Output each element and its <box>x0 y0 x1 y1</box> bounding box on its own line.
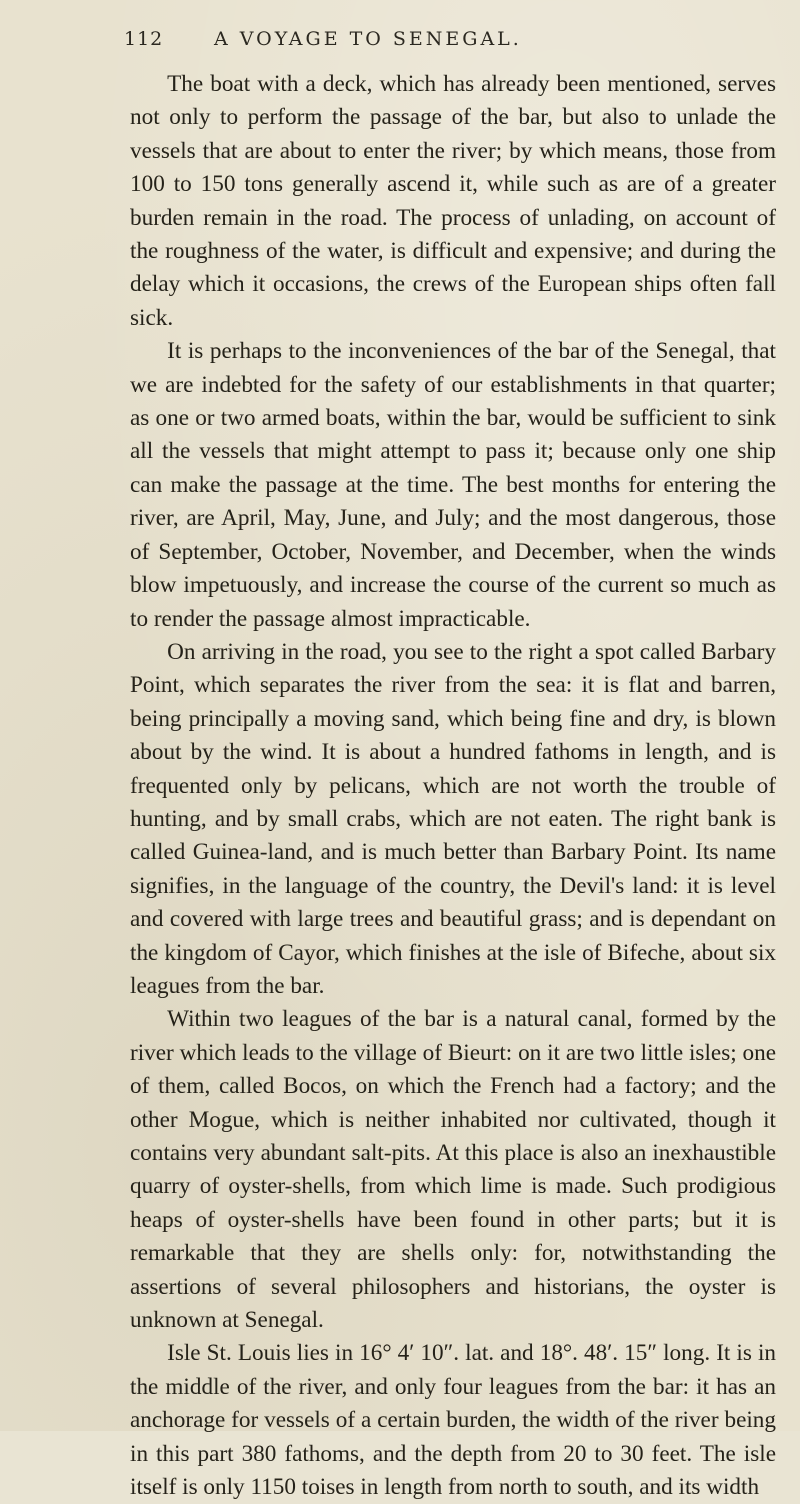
paragraph-barbary-point: On arriving in the road, you see to the right a spot called Barbary Point, which separates the river from the sea: it is flat and barren, being principally a moving sand, which being fine and dry, is blown about by the wind. It is about a hundred fathoms in length, and is frequented only by pelicans, which are not worth the trouble of hunting, and by small crabs, which are not eaten. The right bank is called Guinea-land, and is much better than Barbary Point. Its name signifies, in the language of the country, the Devil's land: it is level and covered with large trees and beautiful grass; and is dependant on the kingdom of Cayor, which finishes at the isle of Bifeche, about six leagues from the bar. <box>130 638 776 999</box>
paragraph-isle-st-louis: Isle St. Louis lies in 16° 4′ 10″. lat. and 18°. 48′. 15″ long. It is in the middle of the river, and only four leagues from the bar: it has an anchorage for vessels of a certain burden, the width of the river being in this part 380 fathoms, and the depth from 20 to 30 feet. The isle itself is only 1150 toises in length from north to south, and its width <box>130 1340 776 1501</box>
body-text <box>130 68 776 1504</box>
running-head: A VOYAGE TO SENEGAL. <box>214 28 522 50</box>
page-header <box>124 20 724 56</box>
page-number: 112 <box>124 28 164 50</box>
paragraph-canal: Within two leagues of the bar is a natural canal, formed by the river which leads to the village of Bieurt: on it are two little isles; one of them, called Bocos, on which the French had a factory; and the other Mogue, which is neither inhabited nor cultivated, though it contains very abundant salt-pits. At this place is also an inexhaustible quarry of oyster-shells, from which lime is made. Such prodigious heaps of oyster-shells have been found in other parts; but it is remarkable that they are shells only: for, notwithstanding the assertions of several philosophers and historians, the oyster is unknown at Senegal. <box>130 1006 776 1334</box>
paragraph-bar: It is perhaps to the inconveniences of the bar of the Senegal, that we are indebted for the safety of our establishments in that quarter; as one or two armed boats, within the bar, would be sufficient to sink all the vessels that might attempt to pass it; because only one ship can make the passage at the time. The best months for entering the river, are April, May, June, and July; and the most dangerous, those of September, October, November, and December, when the winds blow impetuously, and increase the course of the current so much as to render the passage almost impracticable. <box>130 338 776 632</box>
paragraph-boat: The boat with a deck, which has already been mentioned, serves not only to perform the passage of the bar, but also to unlade the vessels that are about to enter the river; by which means, those from 100 to 150 tons generally ascend it, while such as are of a greater burden remain in the road. The process of unlading, on account of the roughness of the water, is difficult and expensive; and during the delay which it occasions, the crews of the European ships often fall sick. <box>130 71 776 331</box>
